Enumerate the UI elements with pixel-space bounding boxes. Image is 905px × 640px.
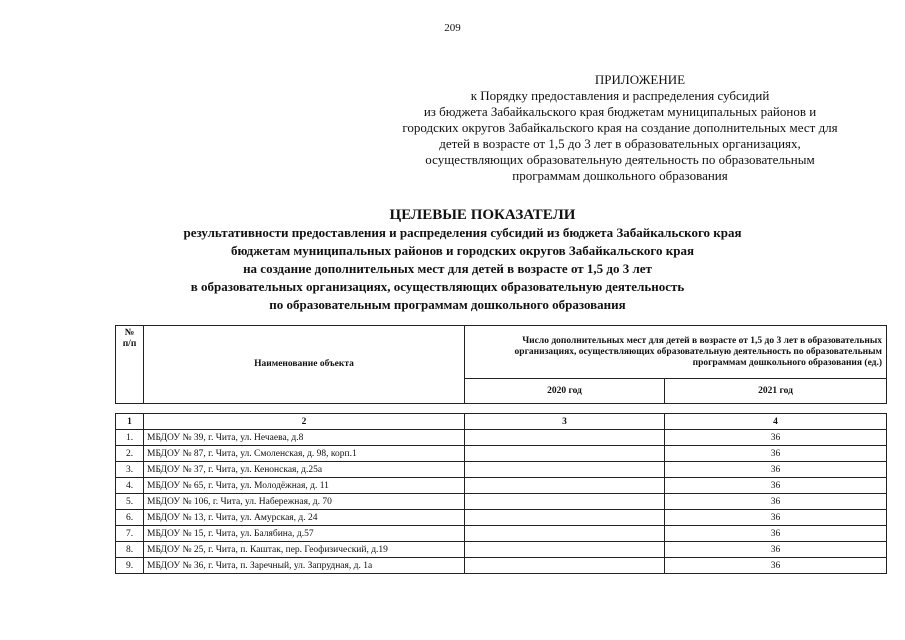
- row-number: 2.: [116, 446, 144, 462]
- row-object-name: МБДОУ № 106, г. Чита, ул. Набережная, д. 70: [144, 494, 465, 510]
- row-value-2020: [465, 478, 665, 494]
- row-number: 6.: [116, 510, 144, 526]
- appendix-heading: ПРИЛОЖЕНИЕ: [594, 72, 686, 87]
- row-object-name: МБДОУ № 65, г. Чита, ул. Молодёжная, д. 11: [144, 478, 465, 494]
- row-object-name: МБДОУ № 13, г. Чита, ул. Амурская, д. 24: [144, 510, 465, 526]
- title-subtitle: [0, 224, 905, 314]
- row-object-name: МБДОУ № 39, г. Чита, ул. Нечаева, д.8: [144, 430, 465, 446]
- row-value-2021: 36: [665, 558, 887, 574]
- appendix-line: из бюджета Забайкальского края бюджетам муниципальных районов и: [423, 104, 817, 119]
- title-line: на создание дополнительных мест для детей в возрасте от 1,5 до 3 лет: [243, 261, 652, 276]
- table-row: [116, 494, 887, 510]
- row-value-2020: [465, 462, 665, 478]
- title-line: по образовательным программам дошкольного образования: [269, 297, 626, 312]
- document-title: [0, 206, 905, 314]
- row-number: 5.: [116, 494, 144, 510]
- row-object-name: МБДОУ № 37, г. Чита, ул. Кенонская, д.25а: [144, 462, 465, 478]
- row-value-2021: 36: [665, 462, 887, 478]
- row-number: 8.: [116, 542, 144, 558]
- row-value-2021: 36: [665, 526, 887, 542]
- row-value-2021: 36: [665, 510, 887, 526]
- appendix-line: к Порядку предоставления и распределения субсидий: [470, 88, 770, 103]
- row-number: 7.: [116, 526, 144, 542]
- row-number: 3.: [116, 462, 144, 478]
- row-value-2020: [465, 526, 665, 542]
- row-value-2020: [465, 510, 665, 526]
- table-row: [116, 478, 887, 494]
- title-line: в образовательных организациях, осуществляющих образовательную деятельность: [190, 279, 685, 294]
- header-object-name: Наименование объекта: [144, 326, 465, 404]
- header-places: Число дополнительных мест для детей в возрасте от 1,5 до 3 лет в образовательных организациях, осуществляющих образовательную деятельность по образовательным программам дошкольного образования (ед.): [465, 326, 887, 379]
- row-value-2020: [465, 446, 665, 462]
- table-row: [116, 542, 887, 558]
- column-number-row: [116, 414, 887, 430]
- table-row: [116, 446, 887, 462]
- row-value-2020: [465, 542, 665, 558]
- row-number: 1.: [116, 430, 144, 446]
- table-row: [116, 510, 887, 526]
- table-row: [116, 558, 887, 574]
- column-number: 1: [116, 414, 144, 430]
- row-value-2021: 36: [665, 478, 887, 494]
- title-main: ЦЕЛЕВЫЕ ПОКАЗАТЕЛИ: [389, 207, 576, 223]
- column-number: 3: [465, 414, 665, 430]
- row-value-2021: 36: [665, 494, 887, 510]
- row-value-2021: 36: [665, 446, 887, 462]
- title-line: результативности предоставления и распределения субсидий из бюджета Забайкальского края: [183, 225, 742, 240]
- header-year-2021: 2021 год: [665, 379, 887, 404]
- row-value-2021: 36: [665, 542, 887, 558]
- table-row: [116, 430, 887, 446]
- row-object-name: МБДОУ № 25, г. Чита, п. Каштак, пер. Геофизический, д.19: [144, 542, 465, 558]
- table-row: [116, 526, 887, 542]
- column-number: 2: [144, 414, 465, 430]
- row-value-2020: [465, 494, 665, 510]
- page-number: 209: [444, 22, 461, 34]
- row-number: 9.: [116, 558, 144, 574]
- appendix-block: [375, 72, 865, 184]
- table-header: [115, 325, 887, 404]
- row-number: 4.: [116, 478, 144, 494]
- row-value-2020: [465, 558, 665, 574]
- row-value-2020: [465, 430, 665, 446]
- appendix-line: осуществляющих образовательную деятельность по образовательным: [425, 152, 815, 167]
- title-line: бюджетам муниципальных районов и городских округов Забайкальского края: [230, 243, 694, 258]
- row-object-name: МБДОУ № 15, г. Чита, ул. Балябина, д.57: [144, 526, 465, 542]
- column-number: 4: [665, 414, 887, 430]
- appendix-line: детей в возрасте от 1,5 до 3 лет в образовательных организациях,: [439, 136, 801, 151]
- table-row: [116, 462, 887, 478]
- row-value-2021: 36: [665, 430, 887, 446]
- data-table: [115, 413, 887, 574]
- header-number: № п/п: [116, 326, 144, 404]
- appendix-line: программам дошкольного образования: [512, 168, 728, 183]
- appendix-line: городских округов Забайкальского края на создание дополнительных мест для: [402, 120, 838, 135]
- row-object-name: МБДОУ № 87, г. Чита, ул. Смоленская, д. 98, корп.1: [144, 446, 465, 462]
- header-year-2020: 2020 год: [465, 379, 665, 404]
- row-object-name: МБДОУ № 36, г. Чита, п. Заречный, ул. Запрудная, д. 1а: [144, 558, 465, 574]
